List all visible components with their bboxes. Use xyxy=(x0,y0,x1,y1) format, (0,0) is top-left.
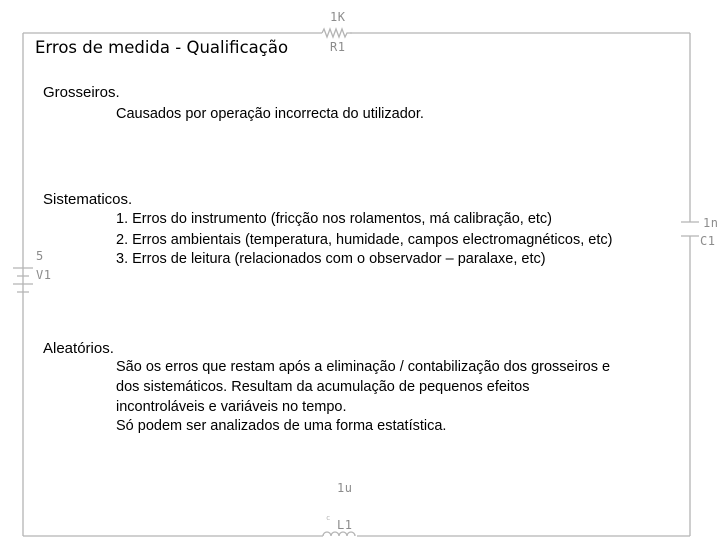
r1-value-label: 1K xyxy=(330,10,346,24)
resistor-r1-symbol xyxy=(322,29,352,37)
v1-value-label: 5 xyxy=(36,249,44,263)
section-line: Causados por operação incorrecta do utilizador. xyxy=(116,106,424,122)
capacitor-c1-symbol xyxy=(681,222,699,236)
list-item: 3. Erros de leitura (relacionados com o observador – paralaxe, etc) xyxy=(116,251,546,267)
l1-name-label: L1 xyxy=(337,518,353,532)
svg-text:c: c xyxy=(326,514,331,522)
inductor-l1-symbol xyxy=(323,532,355,536)
section-line: incontroláveis e variáveis no tempo. xyxy=(116,399,347,415)
c1-name-label: C1 xyxy=(700,234,716,248)
c1-value-label: 1n xyxy=(703,216,719,230)
section-line: Só podem ser analizados de uma forma estatística. xyxy=(116,418,447,434)
section-heading-sistematicos: Sistematicos. xyxy=(43,191,133,208)
voltage-source-v1-symbol xyxy=(13,268,33,300)
page-title: Erros de medida - Qualificação xyxy=(35,38,289,57)
v1-name-label: V1 xyxy=(36,268,52,282)
list-item: 1. Erros do instrumento (fricção nos rolamentos, má calibração, etc) xyxy=(116,211,552,227)
section-heading-grosseiros: Grosseiros. xyxy=(43,84,120,101)
l1-value-label: 1u xyxy=(337,481,353,495)
section-line: dos sistemáticos. Resultam da acumulação de pequenos efeitos xyxy=(116,379,530,395)
section-line: São os erros que restam após a eliminação / contabilização dos grosseiros e xyxy=(116,359,611,375)
r1-name-label: R1 xyxy=(330,40,346,54)
section-heading-aleatorios: Aleatórios. xyxy=(43,340,114,357)
list-item: 2. Erros ambientais (temperatura, humidade, campos electromagnéticos, etc) xyxy=(116,232,613,248)
